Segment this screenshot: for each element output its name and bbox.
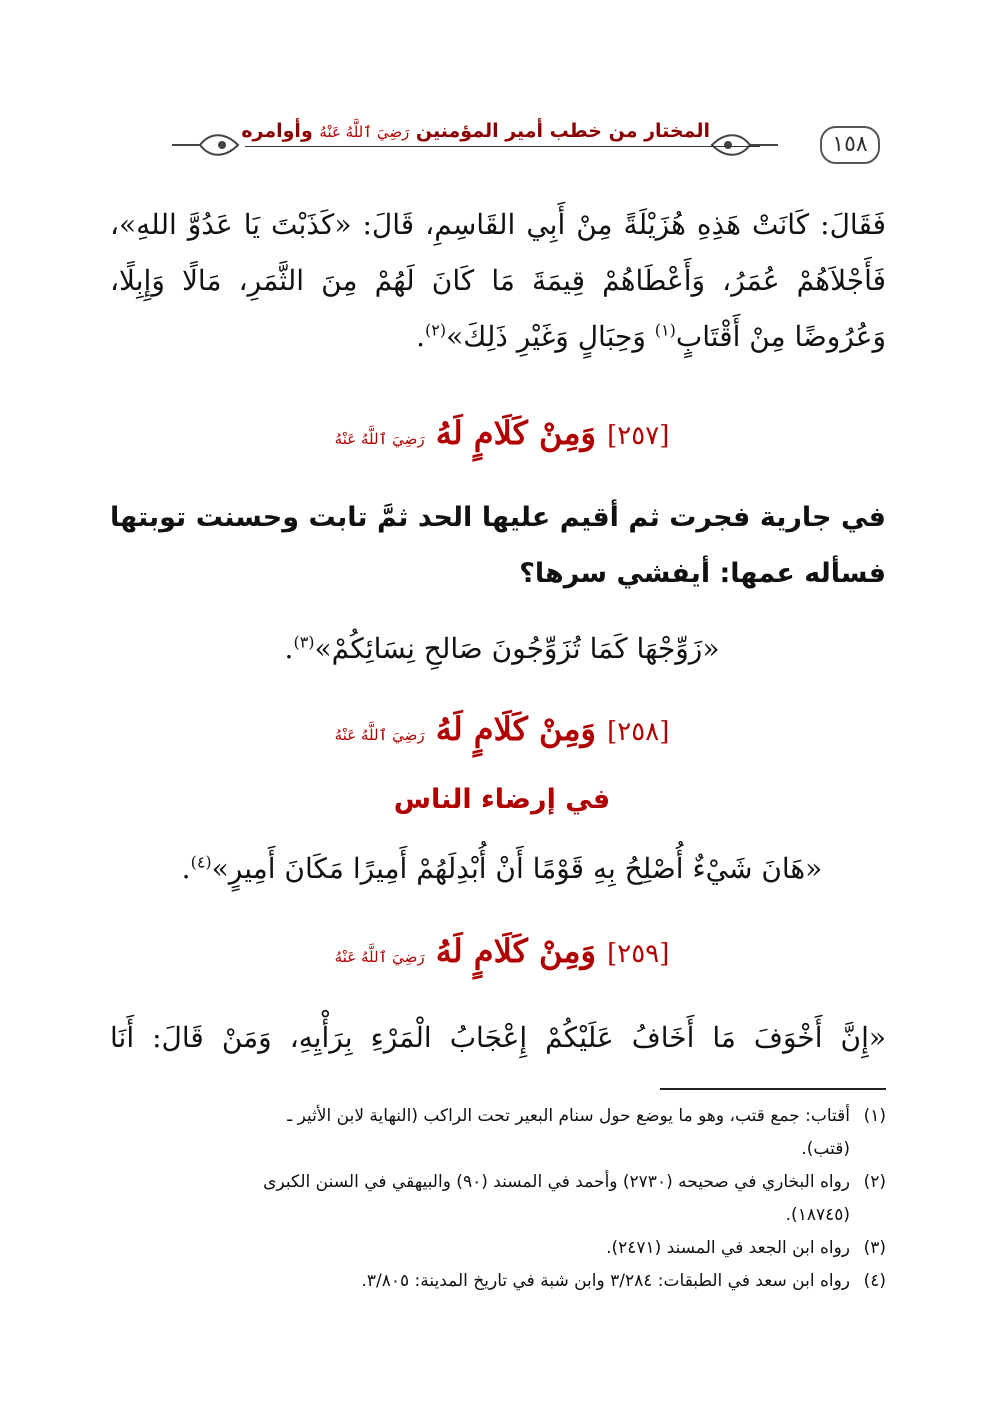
running-header (150, 118, 880, 174)
text-line: فَأَجْلاَهُمْ عُمَرُ، وَأَعْطَاهُمْ قِيمَةَ مَا كَانَ لَهُمْ مِنَ الثَّمَرِ، مَالًا وَإِبِلًا، (110, 264, 887, 297)
footnote-rule (660, 1088, 886, 1090)
text-span: . (416, 320, 426, 353)
footnote-ref: (١) (654, 320, 676, 340)
page-number: ١٥٨ (820, 126, 880, 164)
text-span: وَعُرُوضًا مِنْ أَقْتَابٍ (675, 320, 886, 353)
section-honorific: رَضِيَ ٱللَّهُ عَنْهُ (334, 726, 425, 744)
header-title-suffix: وأوامره (241, 120, 313, 142)
text-line: في جارية فجرت ثم أقيم عليها الحد ثمَّ تابت وحسنت توبتها (110, 502, 886, 533)
footnote-text: أقتاب: جمع قتب، وهو ما يوضع حول سنام البعير تحت الراكب (النهاية لابن الأثير ـ (287, 1106, 850, 1126)
footnote-ref: (٢) (425, 320, 447, 340)
footnote-text: (١٨٧٤٥). (785, 1205, 850, 1225)
ornament-icon (170, 130, 240, 160)
footnote-ref: (٤) (190, 852, 212, 872)
quote-text: «زَوِّجْهَا كَمَا تُزَوِّجُونَ صَالحِ نِسَائِكُمْ» (314, 632, 720, 665)
section-honorific: رَضِيَ ٱللَّهُ عَنْهُ (334, 430, 425, 448)
section-question (110, 490, 886, 602)
header-honorific: رَضِيَ ٱللَّهُ عَنْهُ (319, 123, 410, 141)
footnote (110, 1232, 886, 1265)
section-quote (0, 632, 1004, 665)
section-title: وَمِنْ كَلَامٍ لَهُ (435, 932, 596, 970)
footnote (110, 1100, 886, 1166)
footnote-number: (١) (863, 1106, 886, 1126)
footnote-ref: (٣) (293, 632, 315, 652)
ornament-icon (710, 130, 780, 160)
quote-end: . (284, 632, 294, 665)
footnote-text: (قتب). (801, 1139, 850, 1159)
quote-end: . (181, 852, 191, 885)
footnote-text: رواه البخاري في صحيحه (٢٧٣٠) وأحمد في المسند (٩٠) والبيهقي في السنن الكبرى (263, 1172, 850, 1192)
text-line: فسأله عمها: أيفشي سرها؟ (519, 558, 886, 589)
header-rule (245, 146, 760, 147)
footnote-number: (٤) (863, 1271, 886, 1291)
footnote (110, 1166, 886, 1232)
section-number: [٢٥٨] (607, 717, 670, 747)
section-title: وَمِنْ كَلَامٍ لَهُ (435, 710, 596, 748)
section-quote (0, 852, 1004, 885)
footnote-text: رواه ابن سعد في الطبقات: ٣/٢٨٤ وابن شبة في تاريخ المدينة: ٣/٨٠٥. (361, 1271, 850, 1291)
footnote-text: رواه ابن الجعد في المسند (٢٤٧١). (606, 1238, 850, 1258)
section-quote (110, 1010, 886, 1066)
section-heading (0, 414, 1004, 452)
intro-paragraph (110, 197, 886, 365)
section-heading (0, 932, 1004, 970)
section-honorific: رَضِيَ ٱللَّهُ عَنْهُ (334, 948, 425, 966)
quote-text: «هَانَ شَيْءٌ أُصْلِحُ بِهِ قَوْمًا أَنْ أُبْدِلَهُمْ أَمِيرًا مَكَانَ أَمِيرٍ» (211, 852, 823, 885)
text-span: وَحِبَالٍ وَغَيْرِ ذَلِكَ» (446, 320, 655, 353)
section-title: وَمِنْ كَلَامٍ لَهُ (435, 414, 596, 452)
section-heading (0, 710, 1004, 748)
text-line: «إِنَّ أَخْوَفَ مَا أَخَافُ عَلَيْكُمْ إِعْجَابُ الْمَرْءِ بِرَأْيِهِ، وَمَنْ قَالَ: أَنَا (110, 1021, 886, 1054)
header-title-text: المختار من خطب أمير المؤمنين (415, 120, 710, 142)
text-line (110, 309, 886, 365)
section-subheading: في إرضاء الناس (393, 784, 611, 815)
footnotes (110, 1100, 886, 1298)
footnote-number: (٣) (863, 1238, 886, 1258)
header-title (241, 120, 710, 142)
section-number: [٢٥٧] (607, 421, 670, 451)
section-number: [٢٥٩] (607, 939, 670, 969)
footnote-number: (٢) (863, 1172, 886, 1192)
text-line: فَقَالَ: كَانَتْ هَذِهِ هُزَيْلَةً مِنْ أَبِي القَاسِمِ، قَالَ: «كَذَبْتَ يَا عَدُوَّ اللهِ»، (110, 208, 886, 241)
footnote (110, 1265, 886, 1298)
